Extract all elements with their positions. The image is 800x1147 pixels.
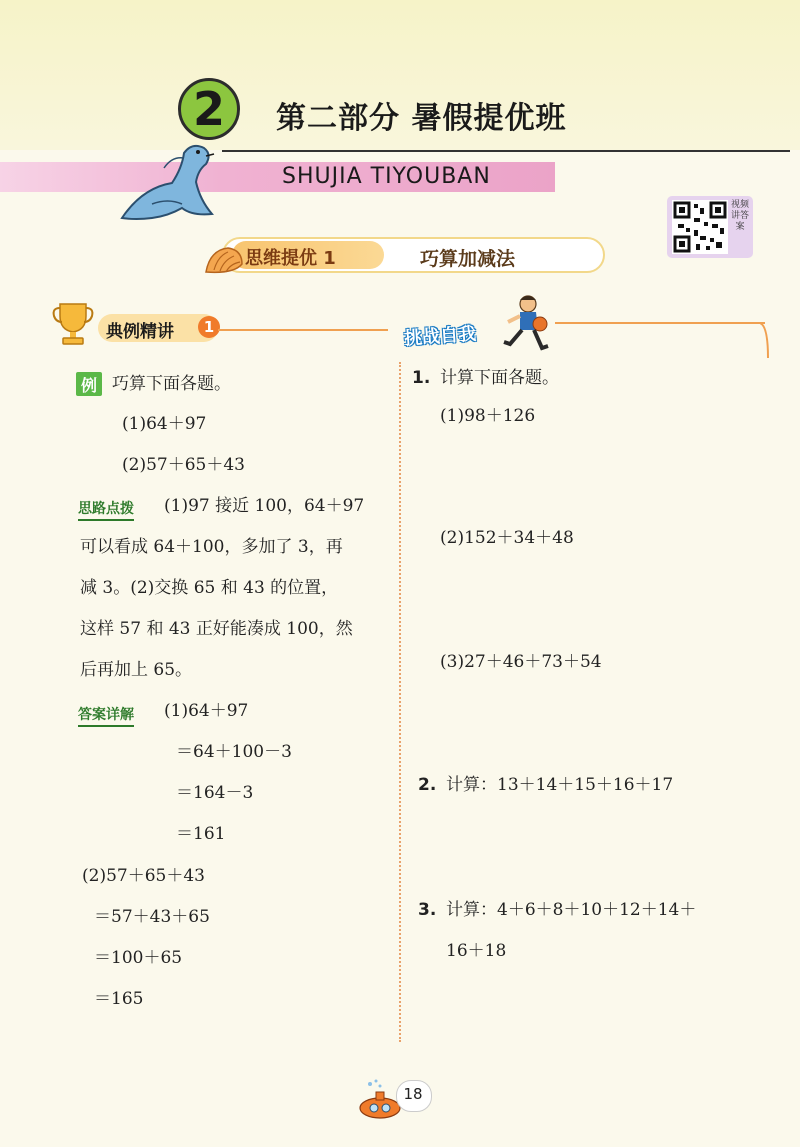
answer-line-7: ＝100＋65 — [94, 948, 183, 968]
runner-boy-icon — [498, 294, 554, 356]
answer-line-3: ＝164－3 — [176, 783, 254, 803]
qr-label: 视频讲答案 — [731, 200, 750, 232]
answer-line-6: ＝57＋43＋65 — [94, 907, 210, 927]
question-1-item-2: (2)152＋34＋48 — [440, 528, 574, 548]
qr-code-icon[interactable] — [672, 200, 728, 254]
question-1-number: 1. — [412, 368, 431, 388]
answer-line-2: ＝64＋100－3 — [176, 742, 292, 762]
part-number-badge: 2 — [178, 78, 240, 140]
hint-line-3: 减 3。(2)交换 65 和 43 的位置， — [80, 578, 339, 598]
page-number: 18 — [403, 1085, 423, 1103]
heading-line-curve — [760, 322, 770, 362]
example-prompt: 巧算下面各题。 — [112, 374, 231, 394]
hint-line-4: 这样 57 和 43 正好能凑成 100，然 — [80, 619, 353, 639]
question-2-number: 2. — [418, 775, 437, 795]
answer-line-1: (1)64＋97 — [164, 701, 249, 721]
hint-line-5: 后再加上 65。 — [80, 660, 193, 680]
answer-line-5: (2)57＋65＋43 — [82, 866, 205, 886]
title-underline — [222, 150, 790, 152]
question-1-text: 计算下面各题。 — [440, 368, 559, 388]
question-2-text: 计算：13＋14＋15＋16＋17 — [446, 775, 674, 795]
hint-line-2: 可以看成 64＋100，多加了 3，再 — [80, 537, 343, 557]
example-heading-line — [218, 329, 388, 331]
question-3-text-cont: 16＋18 — [446, 941, 507, 961]
hint-tag: 思路点拨 — [78, 498, 134, 521]
trophy-icon — [50, 300, 96, 348]
example-heading-number: 1 — [198, 316, 220, 338]
example-item-1: (1)64＋97 — [122, 414, 207, 434]
section-topic: 巧算加减法 — [420, 248, 516, 270]
challenge-heading: 挑战自我 — [403, 323, 477, 350]
challenge-heading-line — [555, 322, 765, 324]
question-1-item-1: (1)98＋126 — [440, 406, 536, 426]
question-3-text: 计算：4＋6＋8＋10＋12＋14＋ — [446, 900, 697, 920]
answer-line-8: ＝165 — [94, 989, 144, 1009]
question-3-number: 3. — [418, 900, 437, 920]
sea-lion-icon — [112, 138, 222, 228]
example-item-2: (2)57＋65＋43 — [122, 455, 245, 475]
question-1-item-3: (3)27＋46＋73＋54 — [440, 652, 602, 672]
answer-line-4: ＝161 — [176, 824, 226, 844]
hint-line-1: (1)97 接近 100，64＋97 — [164, 496, 365, 516]
column-divider — [399, 362, 401, 1042]
shell-icon — [204, 246, 244, 276]
section-label: 思维提优 1 — [245, 248, 336, 269]
pinyin-title: SHUJIA TIYOUBAN — [282, 164, 491, 189]
example-heading: 典例精讲 — [106, 322, 174, 342]
answer-tag: 答案详解 — [78, 704, 134, 727]
example-tag: 例 — [76, 372, 102, 396]
page-title: 第二部分 暑假提优班 — [276, 101, 567, 136]
